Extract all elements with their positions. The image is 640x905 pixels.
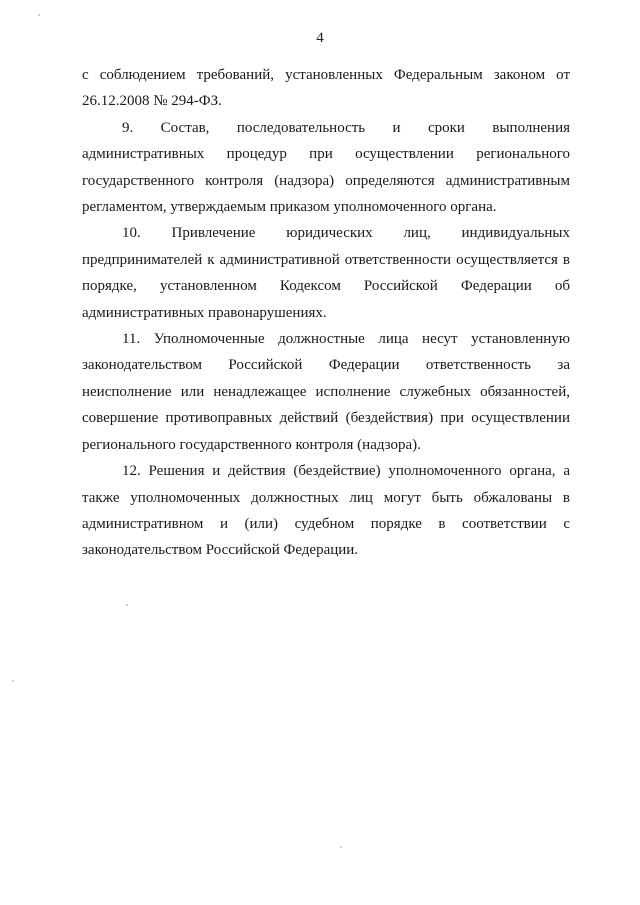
- paragraph-11: 11. Уполномоченные должностные лица несут установленную законодательством Российской Федерации ответственность за неисполнение или ненадлежащее исполнение служебных обязанностей, совершение противоправных действий (бездействия) при осуществлении регионального государственного контроля (надзора).: [82, 331, 570, 453]
- page-number: 4: [316, 30, 324, 46]
- scan-speck: [12, 680, 14, 682]
- paragraph-continuation: с соблюдением требований, установленных Федеральным законом от 26.12.2008 № 294-ФЗ.: [82, 67, 570, 110]
- paragraph-9: 9. Состав, последовательность и сроки выполнения административных процедур при осуществлении регионального государственного контроля (надзора) определяются административным регламентом, утверждаемым приказом уполномоченного органа.: [82, 119, 570, 216]
- scan-speck: [38, 14, 40, 16]
- document-body: [82, 62, 570, 564]
- scan-speck: [126, 604, 128, 606]
- scan-speck: [340, 846, 342, 848]
- paragraph-10: 10. Привлечение юридических лиц, индивидуальных предпринимателей к административной ответственности осуществляется в порядке, установленном Кодексом Российской Федерации об административных правонарушениях.: [82, 225, 570, 321]
- paragraph-12: 12. Решения и действия (бездействие) уполномоченного органа, а также уполномоченных должностных лиц могут быть обжалованы в административном и (или) судебном порядке в соответствии с законодательством Российской Федерации.: [82, 463, 570, 559]
